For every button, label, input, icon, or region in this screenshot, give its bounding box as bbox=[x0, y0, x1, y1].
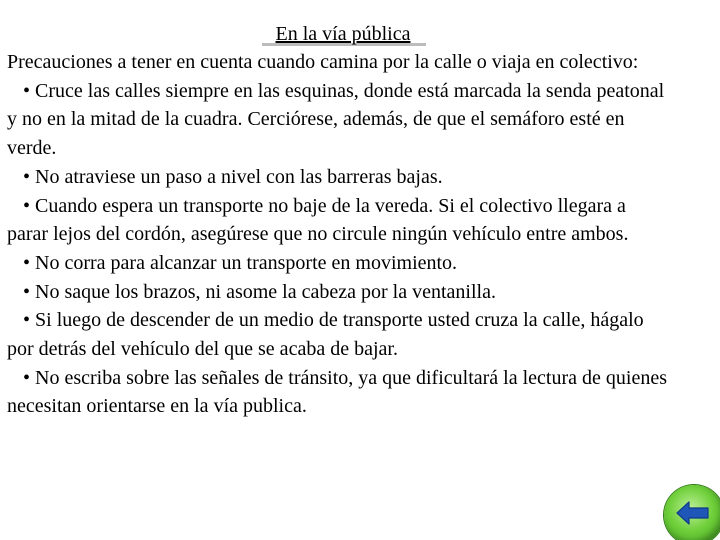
list-item bbox=[7, 249, 667, 278]
bullet-icon: • bbox=[23, 165, 31, 188]
list-item bbox=[7, 163, 667, 192]
list-item-text: No atraviese un paso a nivel con las barreras bajas. bbox=[35, 165, 443, 188]
list-item bbox=[7, 278, 667, 307]
bullet-icon: • bbox=[23, 79, 31, 102]
list-item bbox=[7, 306, 667, 363]
list-item-text: Cuando espera un transporte no baje de la vereda. Si el colectivo llegara a parar lejos del cordón, asegúrese que no circule ningún vehículo entre ambos. bbox=[7, 194, 629, 246]
list-item-text: No saque los brazos, ni asome la cabeza por la ventanilla. bbox=[35, 280, 496, 303]
intro-paragraph: Precauciones a tener en cuenta cuando camina por la calle o viaja en colectivo: bbox=[7, 51, 639, 73]
arrow-left-icon bbox=[676, 500, 710, 526]
bullet-icon: • bbox=[23, 366, 31, 389]
bullet-icon: • bbox=[23, 280, 31, 303]
body-text bbox=[7, 48, 667, 421]
bullet-icon: • bbox=[23, 251, 31, 274]
back-button[interactable] bbox=[664, 485, 720, 540]
list-item bbox=[7, 192, 667, 249]
page-title: En la vía pública bbox=[275, 23, 411, 45]
list-item bbox=[7, 364, 667, 421]
bullet-icon: • bbox=[23, 309, 31, 332]
list-item-text: Si luego de descender de un medio de transporte usted cruza la calle, hágalo por detrás del vehículo del que se acaba de bajar. bbox=[7, 309, 644, 361]
list-item-text: Cruce las calles siempre en las esquinas, donde está marcada la senda peatonal y no en la mitad de la cuadra. Cerciórese, además, de que el semáforo esté en verde. bbox=[7, 79, 665, 160]
list-item-text: No corra para alcanzar un transporte en movimiento. bbox=[35, 251, 458, 274]
list-item bbox=[7, 77, 667, 163]
list-item-text: No escriba sobre las señales de tránsito, ya que dificultará la lectura de quienes necesitan orientarse en la vía publica. bbox=[7, 366, 667, 418]
bullet-icon: • bbox=[23, 194, 31, 217]
